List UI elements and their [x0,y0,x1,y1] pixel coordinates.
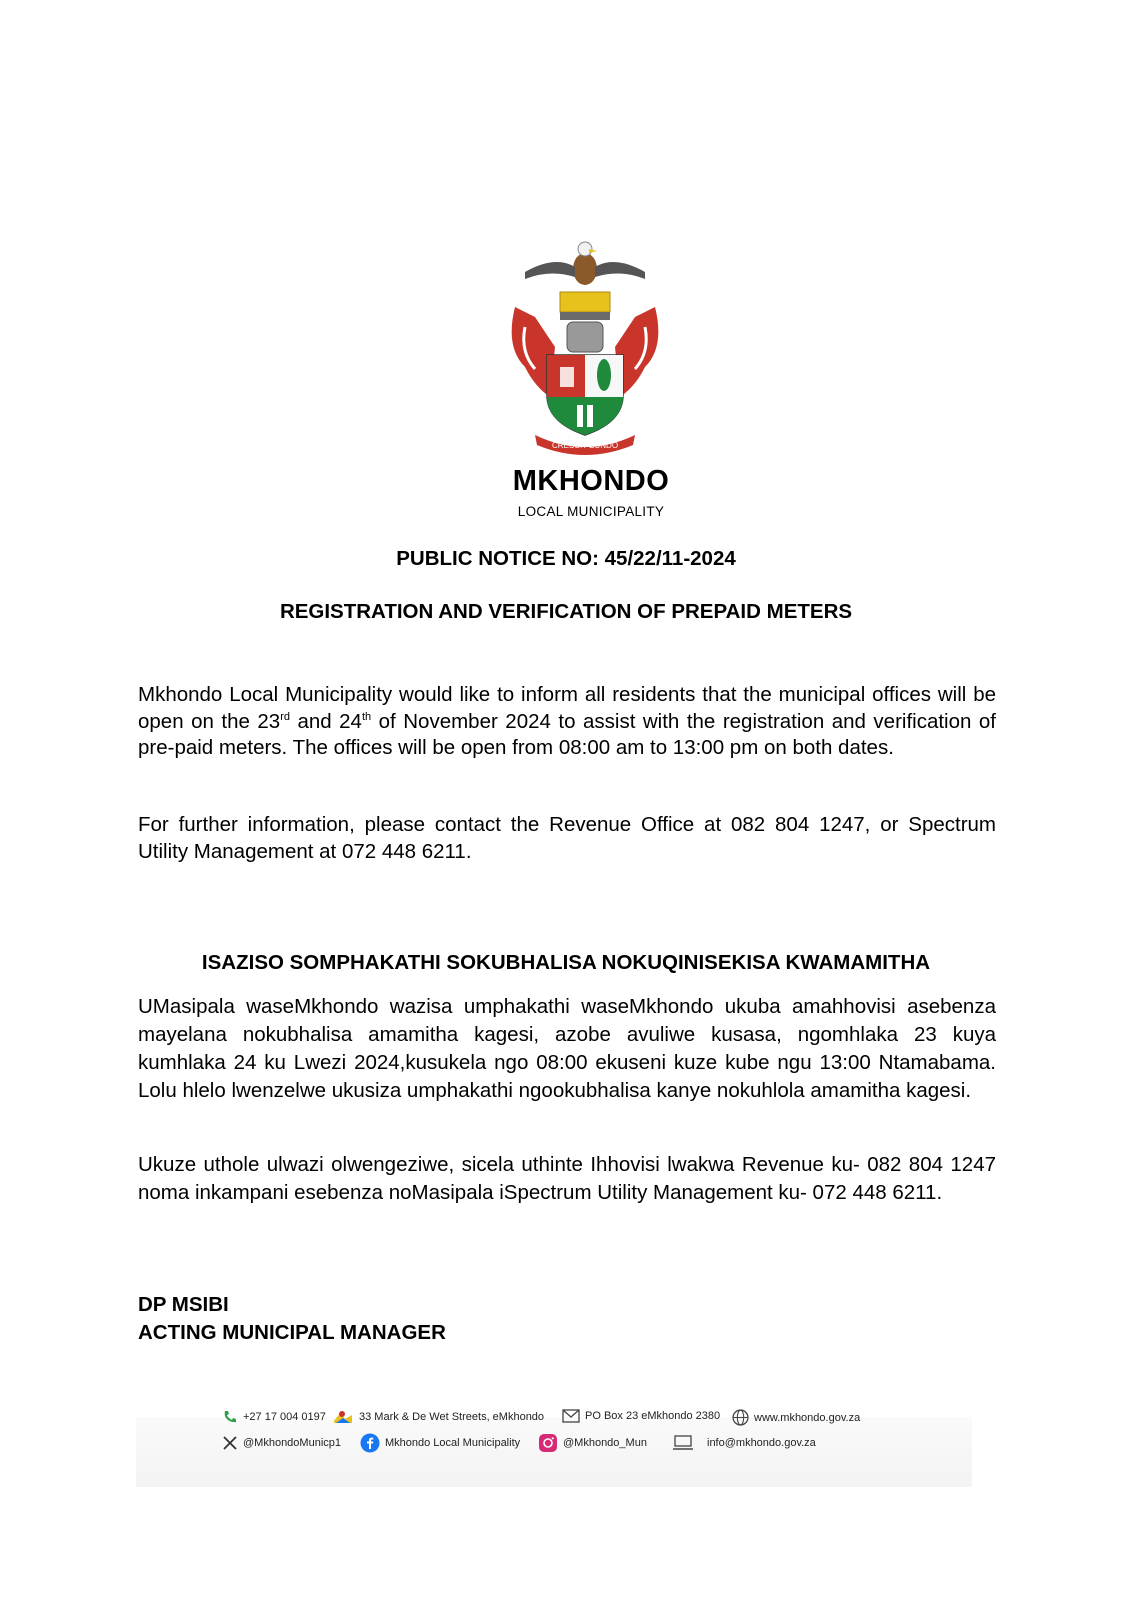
zulu-paragraph-1: UMasipala waseMkhondo wazisa umphakathi waseMkhondo ukuba amahhovisi asebenza mayelana nokubhalisa amamitha kagesi, azobe avuliwe kusasa, ngomhlaka 23 kuya kumhlaka 24 ku Lwezi 2024,kusukela ngo 08:00 ekuseni kuze kube ngu 13:00 Ntamabama. Lolu hlelo lwenzelwe ukusiza umphakathi ngookubhalisa kanye nokuhlola amamitha kagesi. [138,995,996,1102]
organization-subtitle: LOCAL MUNICIPALITY [517,504,665,519]
facebook-icon [360,1433,380,1453]
computer-icon [672,1435,694,1451]
crest-motto: CRESCIT EUNDO [551,441,619,450]
organization-name: MKHONDO [512,465,670,497]
x-logo-icon [222,1435,238,1451]
zulu-heading: ISAZISO SOMPHAKATHI SOKUBHALISA NOKUQINISEKISA KWAMAMITHA [201,951,931,974]
mail-icon [562,1409,580,1423]
english-paragraph-1: Mkhondo Local Municipality would like to inform all residents that the municipal offices will be open on the 23rd and 24th of November 2024 to assist with the registration and verification of pre-paid meters. The offices will be open from 08:00 am to 13:00 pm on both dates. [138,683,996,759]
contact-footer [136,1410,972,1487]
footer-phone: +27 17 004 0197 [222,1409,326,1425]
globe-icon [732,1409,749,1426]
municipal-crest-logo [505,237,665,455]
phone-icon [222,1409,238,1425]
location-map-icon [332,1409,354,1425]
footer-facebook[interactable]: Mkhondo Local Municipality [360,1433,520,1453]
notice-title: REGISTRATION AND VERIFICATION OF PREPAID METERS [279,600,853,623]
footer-po-box: PO Box 23 eMkhondo 2380 [562,1409,720,1423]
zulu-paragraph-2: Ukuze uthole ulwazi olwengeziwe, sicela uthinte Ihhovisi lwakwa Revenue ku- 082 804 1247 noma inkampani esebenza noMasipala iSpectrum Utility Management ku- 072 448 6211. [138,1153,996,1204]
footer-x-handle[interactable]: @MkhondoMunicp1 [222,1435,341,1451]
footer-instagram[interactable]: @Mkhondo_Mun [538,1433,647,1453]
footer-email[interactable]: info@mkhondo.gov.za [672,1435,816,1451]
signatory-title: ACTING MUNICIPAL MANAGER [138,1321,446,1344]
english-paragraph-2: For further information, please contact the Revenue Office at 082 804 1247, or Spectrum Utility Management at 072 448 6211. [138,813,996,863]
notice-number: PUBLIC NOTICE NO: 45/22/11-2024 [396,547,736,570]
footer-address: 33 Mark & De Wet Streets, eMkhondo [332,1409,544,1425]
signatory-name: DP MSIBI [138,1293,229,1316]
footer-website[interactable]: www.mkhondo.gov.za [732,1409,860,1426]
instagram-icon [538,1433,558,1453]
